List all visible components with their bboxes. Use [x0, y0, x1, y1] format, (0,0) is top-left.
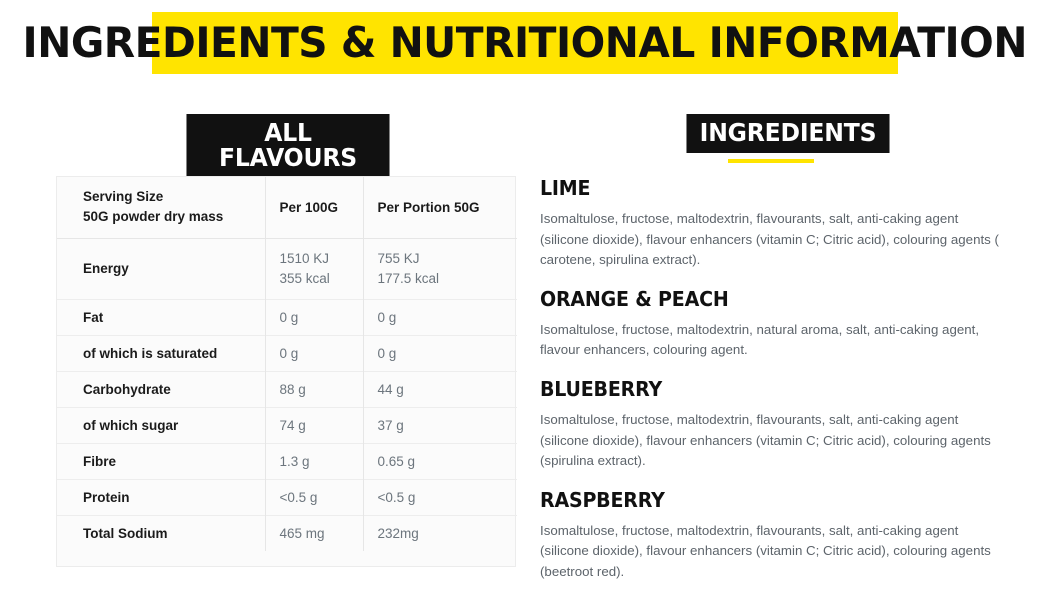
table-row	[57, 300, 517, 336]
row-label-fat: Fat	[57, 300, 265, 336]
ingredient-block-raspberry	[540, 488, 1010, 583]
serving-size-line2: 50G powder dry mass	[83, 209, 224, 225]
nutrition-table-head	[57, 177, 517, 238]
row-value-fat-per100g: 0 g	[265, 300, 363, 336]
nutrition-table	[57, 177, 517, 551]
section-heading-all-flavours-label: ALL FLAVOURS	[186, 114, 389, 178]
row-label-protein: Protein	[57, 480, 265, 516]
ingredient-flavour-text: Isomaltulose, fructose, maltodextrin, flavourants, salt, anti-caking agent (silicone dioxide), flavour enhancers (vitamin C; Citric acid), colouring agents (beetroot red).	[540, 522, 991, 580]
heading-underline-accent	[728, 159, 814, 163]
row-value-protein-per100g: <0.5 g	[265, 480, 363, 516]
ingredient-block-blueberry	[540, 377, 1010, 472]
row-value-carbohydrate-per100g: 88 g	[265, 372, 363, 408]
row-label-carbohydrate: Carbohydrate	[57, 372, 265, 408]
row-label-saturated: of which is saturated	[57, 336, 265, 372]
ingredient-flavour-name: LIME	[540, 176, 591, 200]
row-label-total-sodium: Total Sodium	[57, 516, 265, 552]
page-title: INGREDIENTS & NUTRITIONAL INFORMATION	[22, 18, 1028, 67]
ingredient-block-orange-peach	[540, 287, 1010, 361]
table-header-row	[57, 177, 517, 238]
row-value-energy-perportion: 755 KJ 177.5 kcal	[363, 238, 517, 300]
table-row	[57, 444, 517, 480]
row-value-carbohydrate-perportion: 44 g	[363, 372, 517, 408]
row-label-fibre: Fibre	[57, 444, 265, 480]
section-heading-ingredients	[680, 114, 877, 163]
row-value-energy-per100g: 1510 KJ 355 kcal	[265, 238, 363, 300]
table-row	[57, 516, 517, 552]
row-value-total-sodium-perportion: 232mg	[363, 516, 517, 552]
row-value-saturated-per100g: 0 g	[265, 336, 363, 372]
ingredient-flavour-text: Isomaltulose, fructose, maltodextrin, flavourants, salt, anti-caking agent (silicone dioxide), flavour enhancers (vitamin C; Citric acid), colouring agents (spirulina extract).	[540, 412, 991, 469]
ingredient-flavour-name: RASPBERRY	[540, 487, 665, 512]
section-heading-ingredients-label: INGREDIENTS	[686, 114, 889, 153]
column-header-per-portion: Per Portion 50G	[363, 177, 517, 238]
row-value-sugar-perportion: 37 g	[363, 408, 517, 444]
row-value-fat-perportion: 0 g	[363, 300, 517, 336]
ingredient-block-lime	[540, 176, 1010, 271]
row-label-sugar: of which sugar	[57, 408, 265, 444]
ingredient-flavour-name: BLUEBERRY	[540, 377, 663, 402]
row-value-fibre-perportion: 0.65 g	[363, 444, 517, 480]
column-header-serving-size	[57, 177, 265, 238]
ingredient-flavour-text: Isomaltulose, fructose, maltodextrin, flavourants, salt, anti-caking agent (silicone dioxide), flavour enhancers (vitamin C; Citric acid), colouring agents ( carotene, spirulina extract).	[540, 211, 999, 268]
ingredient-flavour-name: ORANGE & PEACH	[540, 286, 729, 311]
row-value-total-sodium-per100g: 465 mg	[265, 516, 363, 552]
table-row	[57, 480, 517, 516]
table-row	[57, 336, 517, 372]
ingredients-list	[540, 176, 1010, 597]
nutrition-table-body	[57, 238, 517, 551]
nutrition-table-card	[56, 176, 516, 567]
row-value-fibre-per100g: 1.3 g	[265, 444, 363, 480]
column-header-per-100g: Per 100G	[265, 177, 363, 238]
ingredient-flavour-text: Isomaltulose, fructose, maltodextrin, natural aroma, salt, anti-caking agent, flavour enhancers, colouring agent.	[540, 321, 980, 358]
page-title-banner	[22, 12, 1028, 74]
serving-size-line1: Serving Size	[83, 189, 164, 204]
table-row	[57, 238, 517, 300]
row-value-saturated-perportion: 0 g	[363, 336, 517, 372]
row-value-protein-perportion: <0.5 g	[363, 480, 517, 516]
row-label-energy: Energy	[83, 261, 129, 277]
row-value-sugar-per100g: 74 g	[265, 408, 363, 444]
table-row	[57, 372, 517, 408]
table-row	[57, 408, 517, 444]
